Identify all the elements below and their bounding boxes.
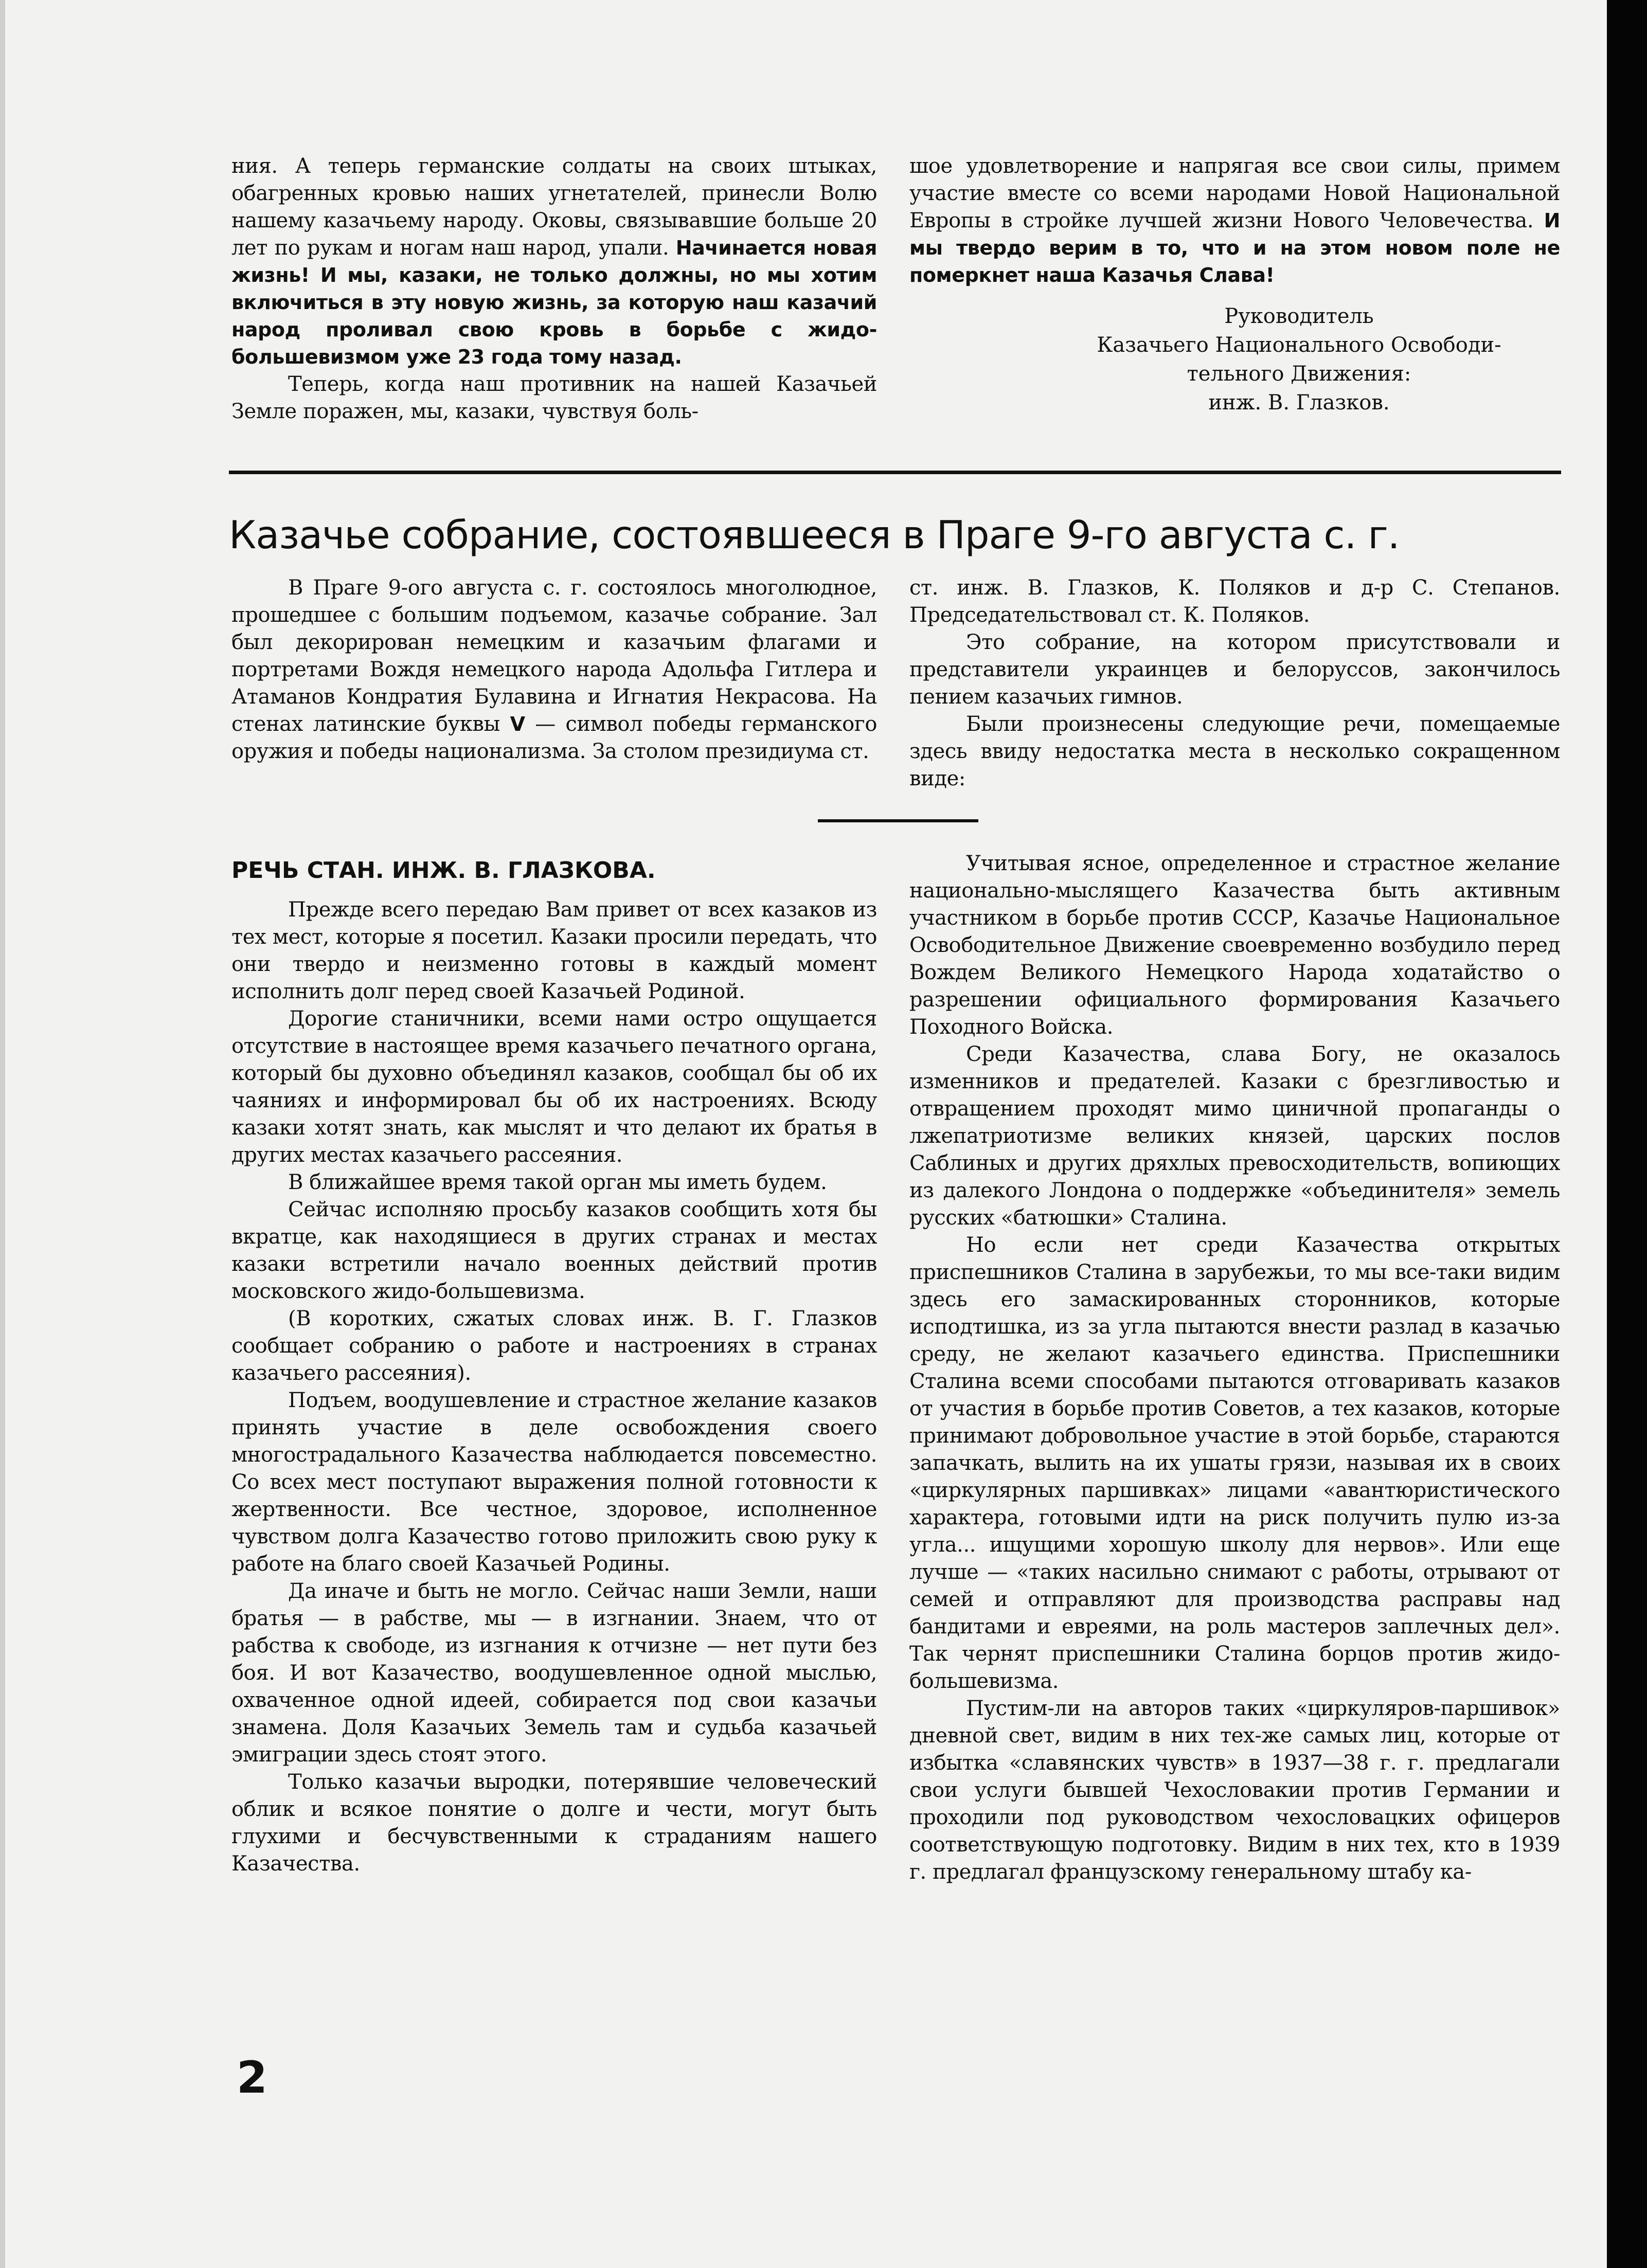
meeting-headline: Казачье собрание, состоявшееся в Праге 9-го августа с. г. (229, 512, 1400, 557)
top-right-column (909, 153, 1560, 417)
speech-paragraph: В ближайшее время такой орган мы иметь будем. (288, 1171, 827, 1194)
speech-title: РЕЧЬ СТАН. ИНЖ. В. ГЛАЗКОВА. (231, 857, 656, 884)
speech-paragraph: Сейчас исполняю просьбу казаков сообщить хотя бы вкратце, как находящиеся в других странах и местах казаки встретили начало военных действий против московского жидо-большевизма. (231, 1198, 877, 1303)
meeting-right-paragraph-3: Были произнесены следующие речи, помещаемые здесь ввиду недостатка места в несколько сокращенном виде: (909, 712, 1560, 790)
section-divider-rule (229, 471, 1561, 474)
meeting-right-paragraph-1: ст. инж. В. Глазков, К. Поляков и д-р С. Степанов. Председательствовал ст. К. Поляков. (909, 576, 1560, 627)
speech-paragraph: Дорогие станичники, всеми нами остро ощущается отсутствие в настоящее время казачьего печатного органа, который бы духовно объединял казаков, сообщал бы об их чаяниях и информировал бы об их настроениях. Всюду казаки хотят знать, как мыслят и что делают их братья в других местах казачьего рассеяния. (231, 1007, 877, 1167)
signature-line-1: Руководитель (1224, 304, 1374, 328)
speech-paragraph: Учитывая ясное, определенное и страстное желание национально-мыслящего Казачества быть активным участником в борьбе против СССР, Казачье Национальное Освободительное Движение своевременно возбудило перед Вождем Великого Немецкого Народа ходатайство о разрешении официального формирования Казачьего Походного Войска. (909, 852, 1560, 1039)
top-right-paragraph-1 (909, 153, 1560, 289)
meeting-left-column (231, 574, 877, 765)
top-left-paragraph-1 (231, 153, 877, 371)
page-number: 2 (237, 2052, 267, 2103)
speech-right-paragraphs (909, 850, 1560, 1886)
speech-paragraph: Только казачьи выродки, потерявшие человеческий облик и всякое понятие о долге и чести, могут быть глухими и бесчувственными к страданиям нашего Казачества. (231, 1770, 877, 1876)
speech-left-column (231, 855, 877, 1878)
meeting-left-paragraph (231, 574, 877, 765)
top-left-text: ния. А теперь германские солдаты на своих штыках, обагренных кровью наших угнетателей, принесли Волю нашему казачьему народу. Оковы, связывавшие больше 20 лет по рукам и ногам наш народ, упали. (231, 154, 877, 260)
top-right-text: шое удовлетворение и напрягая все свои силы, примем участие вместе со всеми народами Новой Национальной Европы в стройке лучшей жизни Нового Человечества. (909, 154, 1560, 232)
top-left-column (231, 153, 877, 425)
speech-paragraph: Пустим-ли на авторов таких «циркуляров-паршивок» дневной свет, видим в них тех-же самых лиц, которые от избытка «славянских чувств» в 1937—38 г. г. предлагали свои услуги бывшей Чехословакии против Германии и проходили под руководством чехословацких офицеров соответствующую подготовку. Видим в них тех, кто в 1939 г. предлагал французскому генеральному штабу ка- (909, 1697, 1560, 1884)
top-right-bold-text: И мы твердо верим в то, что и на этом новом поле не померкнет наша Казачья Слава! (909, 209, 1560, 286)
meeting-right-column (909, 574, 1560, 793)
speech-paragraph: Подъем, воодушевление и страстное желание казаков принять участие в деле освобождения своего многострадального Казачества наблюдается повсеместно. Со всех мест поступают выражения полной готовности к жертвенности. Все честное, здоровое, исполненное чувством долга Казачество готово приложить свою руку к работе на благо своей Казачьей Родины. (231, 1389, 877, 1576)
meeting-right-paragraph-2: Это собрание, на котором присутствовали и представители украинцев и белоруссов, закончилось пением казачьих гимнов. (909, 631, 1560, 709)
speech-paragraph: Да иначе и быть не могло. Сейчас наши Земли, наши братья — в рабстве, мы — в изгнании. Знаем, что от рабства к свободе, из изгнания к отчизне — нет пути без боя. И вот Казачество, воодушевленное одной мыслью, охваченное одной идеей, собирается под свои казачьи знамена. Доля Казачьих Земель там и судьба казачьей эмиграции здесь стоят этого. (231, 1579, 877, 1767)
meeting-left-text-b: — символ победы германского оружия и победы национализма. За столом президиума ст. (231, 712, 877, 763)
speech-paragraph: Прежде всего передаю Вам привет от всех казаков из тех мест, которые я посетил. Казаки просили передать, что они твердо и неизменно готовы в каждый момент исполнить долг перед своей Казачьей Родиной. (231, 898, 877, 1003)
signature-block (909, 302, 1560, 417)
speech-paragraph: (В коротких, сжатых словах инж. В. Г. Глазков сообщает собранию о работе и настроениях в странах казачьего рассеяния). (231, 1307, 877, 1385)
top-left-paragraph-2: Теперь, когда наш противник на нашей Казачьей Земле поражен, мы, казаки, чувствуя боль- (231, 372, 877, 423)
signature-line-3: тельного Движения: (1187, 362, 1411, 386)
speech-paragraph: Среди Казачества, слава Богу, не оказалось изменников и предателей. Казаки с брезгливостью и отвращением проходят мимо циничной пропаганды о лжепатриотизме великих князей, царских послов Саблиных и других дряхлых превосходительств, вопиющих из далекого Лондона о поддержке «объединителя» земель русских «батюшки» Сталина. (909, 1042, 1560, 1230)
speech-paragraph: Но если нет среди Казачества открытых приспешников Сталина в зарубежьи, то мы все-таки видим здесь его замаскированных сторонников, которые исподтишка, из за угла пытаются внести разлад в казачью среду, не желают казачьего единства. Приспешники Сталина всеми способами пытаются отговаривать казаков от участия в борьбе против Советов, а тех казаков, которые принимают добровольное участие в этой борьбе, стараются запачкать, вылить на их ушаты грязи, называя их в своих «циркулярных паршивках» лицами «авантюристического характера, готовыми идти на риск получить пулю из-за угла... ищущими хорошую школу для нервов». Или еще лучше — «таких насильно снимают с работы, отрывают от семей и отправляют для производства расправы над бандитами и евреями, на роль мастеров заплечных дел». Так чернят приспешники Сталина борцов против жидо-большевизма. (909, 1233, 1560, 1693)
top-left-bold-text: Начинается новая жизнь! И мы, казаки, не только должны, но мы хотим включиться в эту новую жизнь, за которую наш казачий народ проливал свою кровь в борьбе с жидо-большевизмом уже 23 года тому назад. (231, 237, 877, 368)
speech-right-column (909, 850, 1560, 1886)
victory-letter-v: V (510, 713, 525, 735)
scan-left-edge (0, 0, 5, 2268)
signature-line-4: инж. В. Глазков. (1208, 391, 1390, 415)
scan-right-edge (1607, 0, 1647, 2268)
speech-divider-rule (818, 819, 978, 822)
speech-left-paragraphs (231, 896, 877, 1878)
signature-line-2: Казачьего Национального Освободи- (1097, 333, 1501, 357)
meeting-left-text-a: В Праге 9-ого августа с. г. состоялось многолюдное, прошедшее с большим подъемом, казачье собрание. Зал был декорирован немецким и казачьим флагами и портретами Вождя немецкого народа Адольфа Гитлера и Атаманов Кондратия Булавина и Игнатия Некрасова. На стенах латинские буквы (231, 576, 877, 736)
